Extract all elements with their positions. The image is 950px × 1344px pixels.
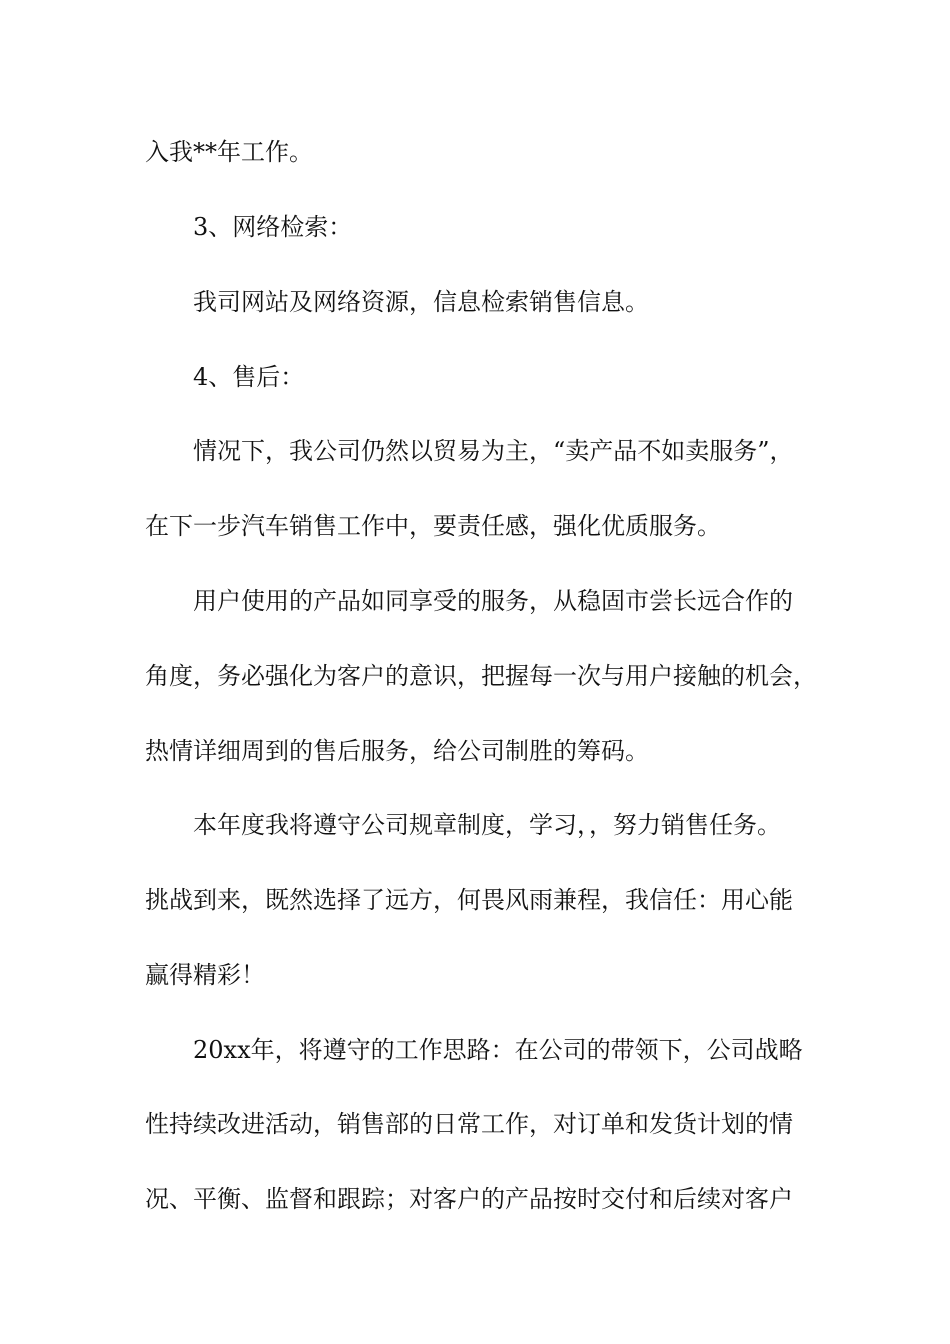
section-heading: 4、售后： <box>193 363 305 391</box>
section-heading: 3、网络检索： <box>193 213 353 241</box>
text-line: 热情详细周到的售后服务，给公司制胜的筹码。 <box>145 737 649 765</box>
text-line: 赢得精彩！ <box>145 961 265 989</box>
text-line: 在下一步汽车销售工作中，要责任感，强化优质服务。 <box>145 512 721 540</box>
text-line: 挑战到来，既然选择了远方，何畏风雨兼程，我信任：用心能 <box>145 886 793 914</box>
text-line: 入我**年工作。 <box>145 138 313 166</box>
text-line: 情况下，我公司仍然以贸易为主，“卖产品不如卖服务”， <box>193 437 794 465</box>
text-line: 性持续改进活动，销售部的日常工作，对订单和发货计划的情 <box>145 1110 793 1138</box>
text-line: 角度，务必强化为客户的意识，把握每一次与用户接触的机会， <box>145 662 817 690</box>
text-line: 况、平衡、监督和跟踪；对客户的产品按时交付和后续对客户 <box>145 1185 793 1213</box>
text-line: 20xx年，将遵守的工作思路：在公司的带领下，公司战略 <box>193 1036 803 1064</box>
text-line: 本年度我将遵守公司规章制度，学习，，努力销售任务。 <box>193 811 781 839</box>
text-line: 用户使用的产品如同享受的服务，从稳固市尝长远合作的 <box>193 587 793 615</box>
text-line: 我司网站及网络资源，信息检索销售信息。 <box>193 288 649 316</box>
